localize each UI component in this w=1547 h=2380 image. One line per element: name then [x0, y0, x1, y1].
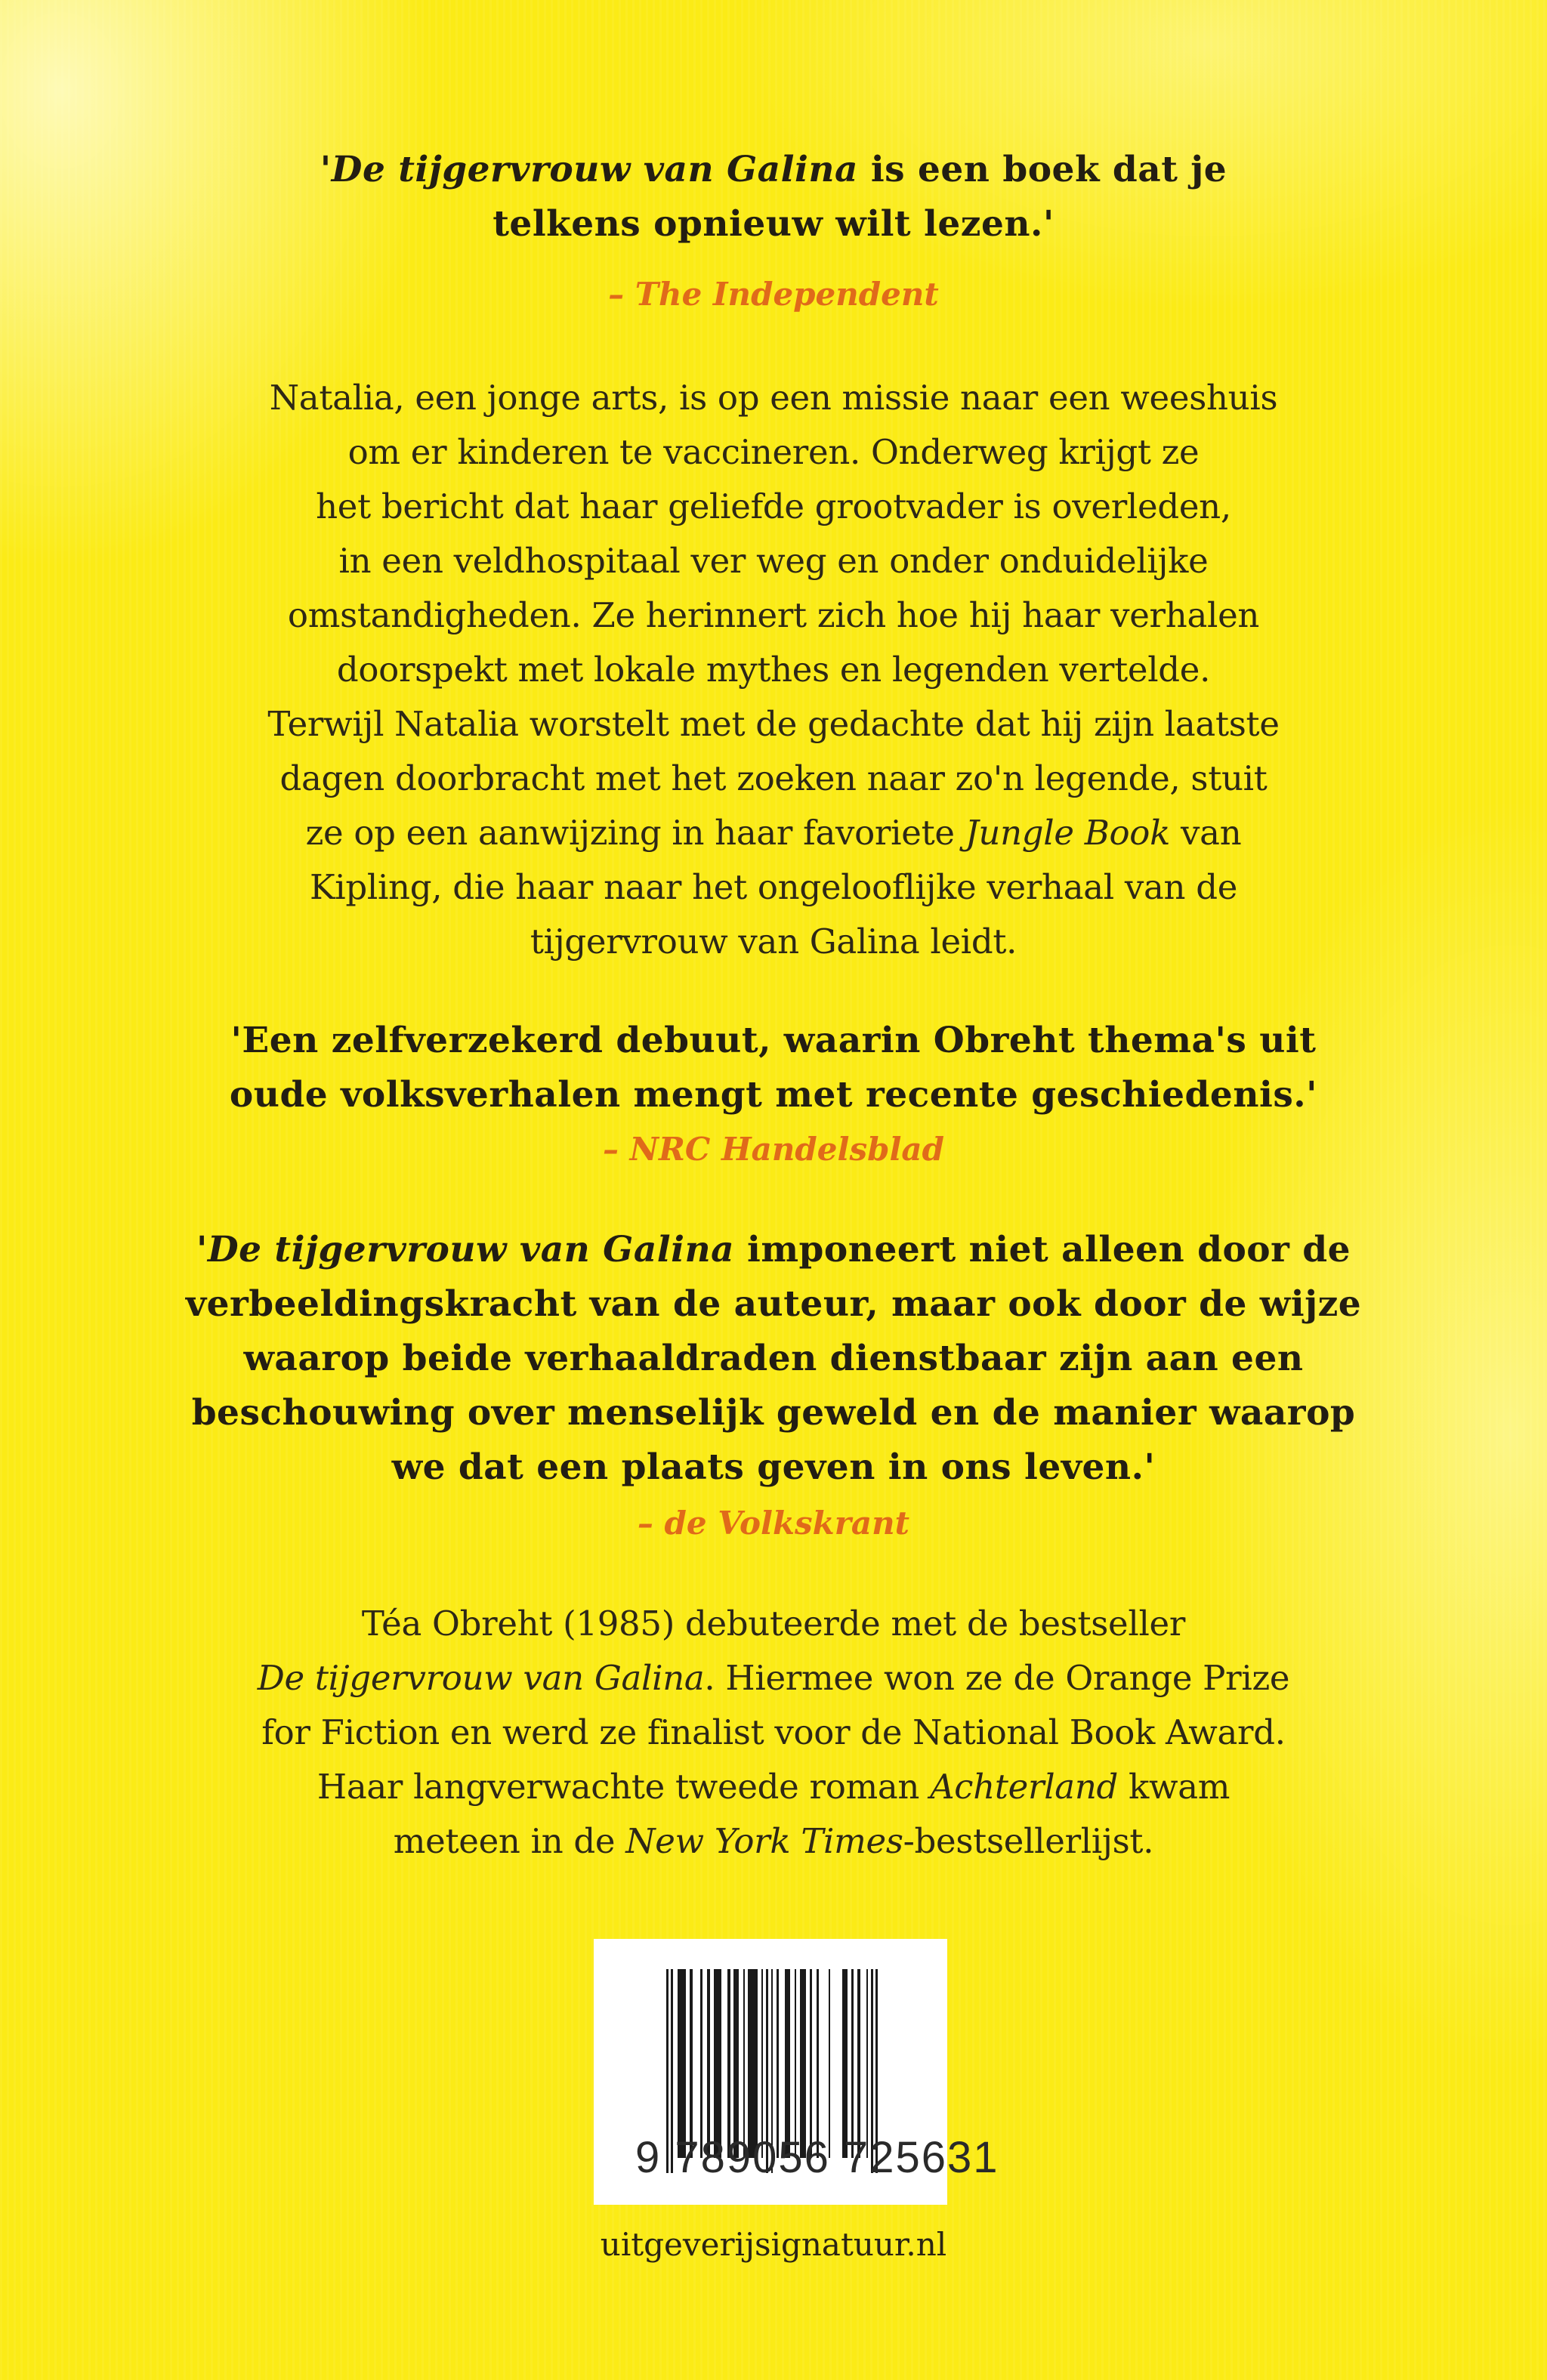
text: . Hiermee won ze de Orange Prize	[704, 1658, 1290, 1698]
description-line	[0, 643, 1547, 697]
quote-line	[0, 1440, 1547, 1495]
attribution-independent: – The Independent	[608, 276, 939, 313]
text: -bestsellerlijst.	[903, 1821, 1154, 1861]
text: in een veldhospitaal ver weg en onder onduidelijke	[338, 541, 1209, 581]
description-line	[0, 371, 1547, 425]
italic-text: New York Times	[625, 1821, 903, 1861]
quote-line	[0, 1068, 1547, 1122]
quote-text: oude volksverhalen mengt met recente geschiedenis.'	[229, 1074, 1318, 1116]
text: omstandigheden. Ze herinnert zich hoe hij haar verhalen	[287, 595, 1260, 635]
text: van	[1170, 813, 1242, 853]
isbn-barcode	[594, 1939, 999, 2205]
bio-line	[0, 1651, 1547, 1706]
description-line	[0, 860, 1547, 915]
italic-text: De tijgervrouw van Galina	[257, 1658, 705, 1698]
text: kwam	[1118, 1767, 1230, 1807]
quote-line	[0, 1277, 1547, 1332]
quote-volkskrant	[0, 1223, 1547, 1495]
description-line	[0, 480, 1547, 534]
book-description	[0, 371, 1547, 969]
quote-text: we dat een plaats geven in ons leven.'	[391, 1446, 1156, 1488]
quote-text: 'Een zelfverzekerd debuut, waarin Obreht thema's uit	[230, 1020, 1317, 1061]
quote-title-italic: 'De tijgervrouw van Galina	[320, 149, 858, 190]
bio-line	[0, 1706, 1547, 1760]
attribution-nrc: – NRC Handelsblad	[603, 1131, 944, 1168]
quote-text: verbeeldingskracht van de auteur, maar ook door de wijze	[185, 1283, 1362, 1325]
publisher-url: uitgeverijsignatuur.nl	[600, 2226, 947, 2263]
bio-line	[0, 1597, 1547, 1651]
quote-line	[0, 1332, 1547, 1386]
text: Terwijl Natalia worstelt met de gedachte dat hij zijn laatste	[267, 704, 1280, 744]
italic-text: Jungle Book	[965, 813, 1171, 853]
text: Haar langverwachte tweede roman	[317, 1767, 931, 1807]
description-line	[0, 915, 1547, 969]
text: meteen in de	[393, 1821, 626, 1861]
text: Téa Obreht (1985) debuteerde met de bestseller	[361, 1604, 1186, 1644]
quote-independent	[0, 143, 1547, 252]
quote-line	[0, 143, 1547, 197]
description-line	[0, 588, 1547, 643]
quote-nrc	[0, 1014, 1547, 1122]
text: Kipling, die haar naar het ongelooflijke verhaal van de	[309, 867, 1238, 907]
author-bio	[0, 1597, 1547, 1869]
text: dagen doorbracht met het zoeken naar zo'n legende, stuit	[279, 758, 1268, 798]
quote-line	[0, 1223, 1547, 1277]
quote-text: is een boek dat je	[857, 149, 1227, 190]
bio-line	[0, 1760, 1547, 1814]
description-line	[0, 534, 1547, 588]
text: het bericht dat haar geliefde grootvader is overleden,	[316, 486, 1231, 526]
italic-text: Achterland	[930, 1767, 1119, 1807]
description-line	[0, 806, 1547, 860]
quote-title-italic: 'De tijgervrouw van Galina	[196, 1229, 735, 1270]
quote-text: imponeert niet alleen door de	[734, 1229, 1351, 1270]
quote-line	[0, 197, 1547, 252]
text: doorspekt met lokale mythes en legenden vertelde.	[336, 650, 1211, 690]
text: for Fiction en werd ze finalist voor de National Book Award.	[261, 1712, 1286, 1752]
description-line	[0, 697, 1547, 752]
text: om er kinderen te vaccineren. Onderweg krijgt ze	[347, 432, 1200, 472]
bio-line	[0, 1814, 1547, 1869]
quote-text: waarop beide verhaaldraden dienstbaar zijn aan een	[243, 1338, 1304, 1379]
quote-line	[0, 1014, 1547, 1068]
quote-text: telkens opnieuw wilt lezen.'	[493, 203, 1054, 245]
isbn-number: 9 789056 725631	[635, 2133, 999, 2182]
attribution-volkskrant: – de Volkskrant	[637, 1505, 910, 1542]
text: ze op een aanwijzing in haar favoriete	[305, 813, 965, 853]
description-line	[0, 752, 1547, 806]
description-line	[0, 425, 1547, 480]
text: Natalia, een jonge arts, is op een missie naar een weeshuis	[269, 378, 1278, 418]
quote-line	[0, 1386, 1547, 1440]
quote-text: beschouwing over menselijk geweld en de manier waarop	[191, 1392, 1356, 1434]
text: tijgervrouw van Galina leidt.	[530, 921, 1017, 962]
